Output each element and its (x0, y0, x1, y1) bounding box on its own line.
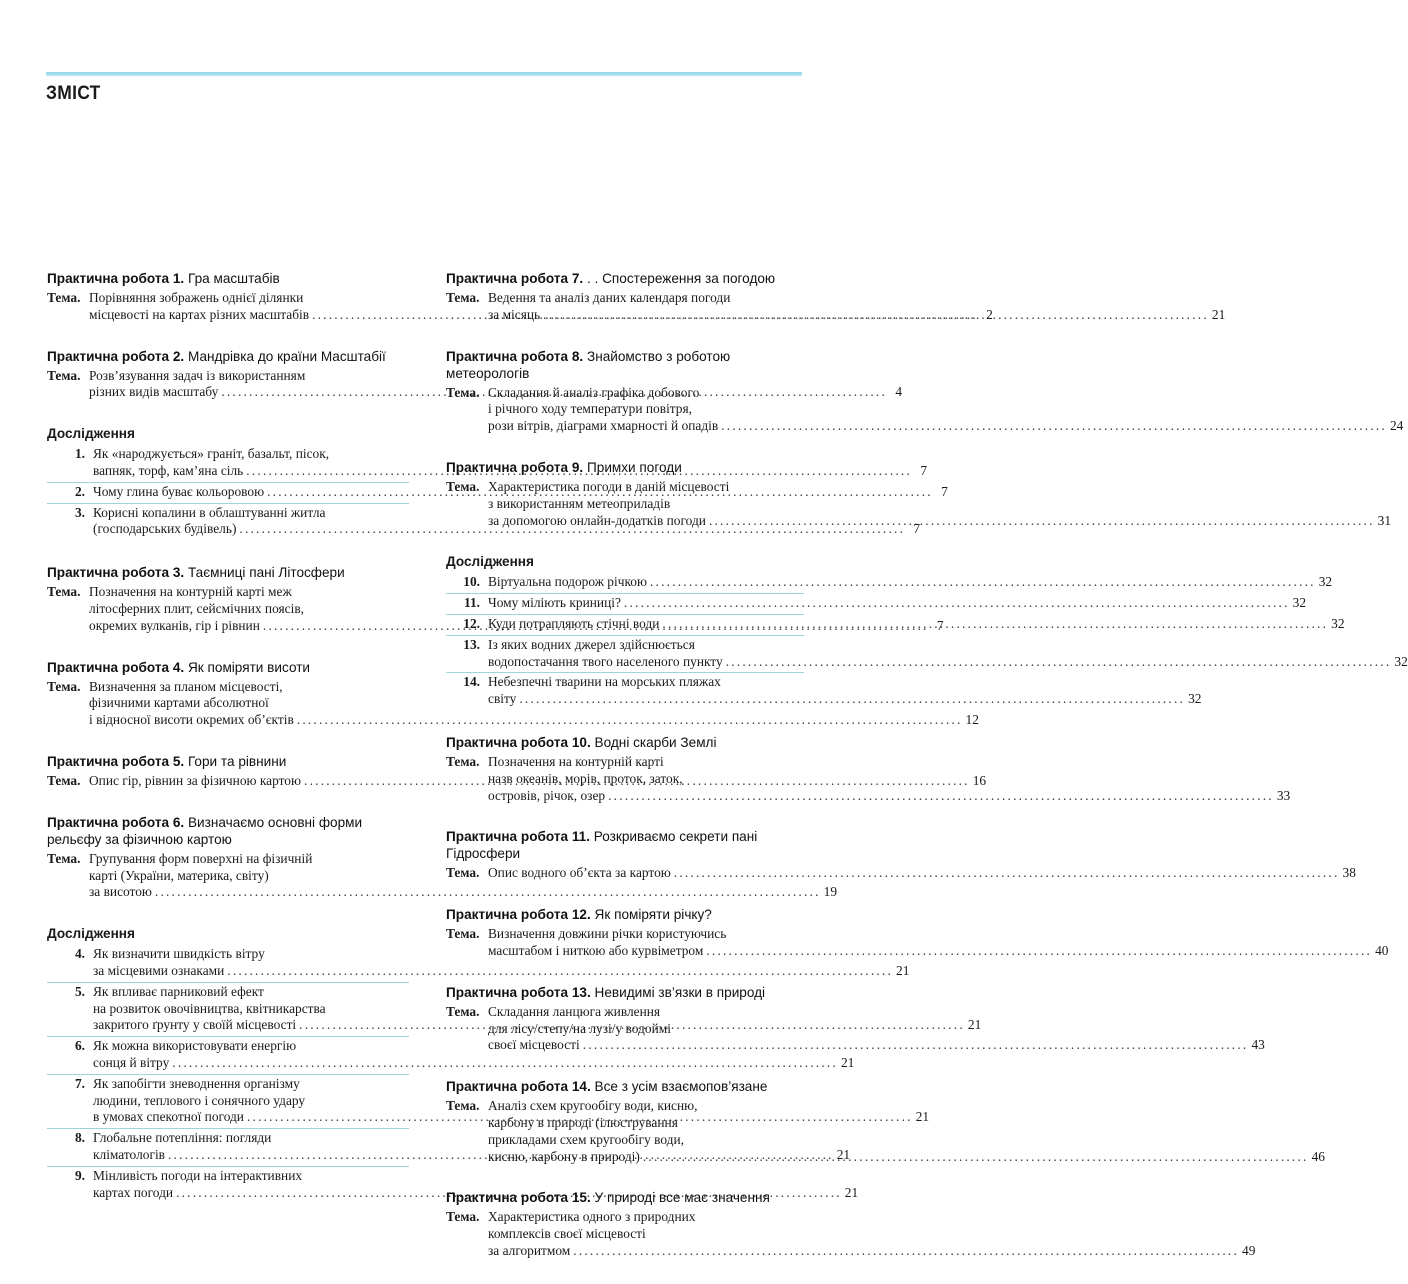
topic-label: Тема. (446, 865, 480, 881)
page-number[interactable]: 33 (1276, 787, 1291, 803)
practical-work-name: Визначаємо основні форми рельєфу за фізичною картою (47, 814, 363, 847)
practical-work-label: Практична робота 6. (47, 814, 185, 830)
toc-line-text: за місяць (488, 306, 541, 322)
toc-line (488, 1132, 1325, 1149)
research-item-number: 2. (74, 483, 85, 499)
toc-line-text: рози вітрів, діаграми хмарності й опадів (488, 418, 719, 434)
toc-line-text: карбону в природі (ілюстрування (488, 1114, 678, 1130)
toc-line-text: Характеристика погоди в даній місцевості (488, 478, 730, 494)
toc-line-text: Як запобігти зневоднення організму (93, 1075, 300, 1091)
toc-line-text: різних видів масштабу (89, 384, 219, 400)
page-number[interactable]: 32 (1318, 574, 1333, 590)
research-item-number: 9. (74, 1167, 85, 1183)
toc-line (488, 1146, 1325, 1166)
toc-line (488, 654, 1408, 671)
research-item-body (488, 574, 1332, 591)
toc-line (488, 865, 1356, 882)
toc-line-text: Чому глина буває кольоровою (93, 483, 265, 499)
research-group (446, 553, 1408, 710)
practical-work-name: У природі все має значення (594, 1190, 770, 1206)
toc-line-text: за допомогою онлайн-додатків погоди (488, 512, 706, 528)
practical-work-label: Практична робота 2. (47, 348, 185, 364)
practical-work-title (446, 270, 804, 287)
dot-leader (643, 1146, 1309, 1166)
toc-line (488, 513, 1391, 530)
toc-line-text: Аналіз схем кругообігу води, кисню, (488, 1098, 698, 1114)
practical-work-title (446, 734, 804, 751)
research-item-number: 3. (74, 504, 85, 520)
page-number[interactable]: 21 (967, 1017, 982, 1033)
toc-line (488, 418, 1403, 435)
research-section (446, 553, 1408, 710)
toc-line-text: Характеристика одного з природних (488, 1209, 696, 1225)
toc-line (488, 1037, 1265, 1054)
topic-label: Тема. (446, 1209, 480, 1225)
dot-leader (674, 865, 1340, 882)
toc-line-text: Порівняння зображень однієї ділянки (89, 290, 304, 305)
toc-line-text: Визначення довжини річки користуючись (488, 926, 727, 942)
research-item-number: 5. (74, 983, 85, 999)
toc-line-text: водопостачання твого населеного пункту (488, 653, 723, 669)
toc-line (488, 1004, 1265, 1021)
toc-line-text: і річного ходу температури повітря, (488, 401, 693, 417)
topic-block (446, 1209, 1256, 1259)
page-number[interactable]: 24 (1389, 418, 1404, 434)
topic-label: Тема. (446, 1098, 480, 1114)
toc-line-text: прикладами схем кругообігу води, (488, 1131, 685, 1147)
practical-work-title (47, 270, 409, 287)
dot-leader (706, 943, 1372, 960)
research-item-number: 4. (74, 946, 85, 962)
page-number[interactable]: 21 (840, 1054, 855, 1070)
practical-work-entry[interactable] (446, 828, 1356, 882)
page-number[interactable]: 2 (986, 306, 993, 322)
toc-line-text: місцевості на картах різних масштабів (89, 306, 310, 322)
page-number[interactable]: 32 (1292, 595, 1307, 611)
toc-line-text: Куди потрапляють стічні води (488, 615, 660, 631)
practical-work-label: Практична робота 8. (446, 348, 584, 364)
topic-body (488, 754, 1290, 804)
page-number[interactable]: 21 (1211, 306, 1226, 322)
research-item-number: 6. (74, 1038, 85, 1054)
topic-label: Тема. (446, 290, 480, 305)
toc-line-text: картах погоди (93, 1184, 174, 1200)
practical-work-title (446, 984, 804, 1001)
toc-line (488, 616, 1345, 633)
toc-line-text: людини, теплового і сонячного удару (93, 1092, 306, 1108)
toc-line (488, 401, 1403, 418)
practical-work-label: Практична робота 11. (446, 829, 591, 845)
research-heading: Дослідження (47, 426, 135, 442)
dot-leader (519, 691, 1185, 708)
practical-work-label: Практична робота 3. (47, 565, 185, 581)
toc-line (488, 1209, 1255, 1226)
toc-line (488, 1098, 1325, 1115)
topic-label: Тема. (446, 384, 480, 400)
research-item-number: 14. (463, 674, 480, 690)
toc-line (488, 496, 1391, 513)
header-rule (46, 72, 802, 76)
toc-line-text: Ведення та аналіз даних календаря погоди (488, 290, 731, 305)
page-number[interactable]: 4 (895, 384, 903, 400)
topic-body (488, 385, 1403, 435)
toc-line-text: Складання й аналіз графіка добового (488, 384, 700, 400)
practical-work-title (47, 814, 409, 848)
toc-line (488, 771, 1290, 788)
page-number[interactable]: 21 (896, 962, 910, 978)
topic-block (446, 865, 1356, 882)
practical-work-title (47, 348, 409, 365)
page-number[interactable]: 7 (913, 521, 921, 537)
practical-work-label: Практична робота 15. (446, 1190, 591, 1206)
practical-work-name: Розкриваємо секрети пані Гідросфери (446, 829, 758, 862)
practical-work-title (446, 348, 804, 382)
practical-work-label: Практична робота 9. (446, 459, 584, 475)
research-item-number: 11. (464, 595, 480, 611)
topic-label: Тема. (47, 678, 81, 694)
topic-label: Тема. (446, 478, 480, 494)
research-heading: Дослідження (47, 926, 135, 942)
dot-leader (624, 595, 1290, 612)
dot-leader (662, 616, 1328, 633)
toc-line-text: Як «народжується» граніт, базальт, пісок, (93, 446, 330, 462)
toc-line-text: фізичними картами абсолютної (89, 695, 269, 711)
practical-work-label: Практична робота 14. (446, 1079, 591, 1095)
practical-work-name: Все з усім взаємопов’язане (594, 1079, 768, 1095)
page-number[interactable]: 38 (1342, 865, 1356, 881)
page-number[interactable]: 43 (1251, 1037, 1265, 1053)
toc-line-text: своєї місцевості (488, 1037, 580, 1053)
toc-line-text: закритого ґрунту у своїй місцевості (93, 1017, 297, 1033)
practical-work-label: Практична робота 4. (47, 659, 185, 675)
topic-block (446, 478, 1392, 529)
topic-body (488, 865, 1356, 882)
toc-line (488, 674, 1201, 691)
topic-label: Тема. (47, 584, 81, 600)
toc-line-text: островів, річок, озер (488, 787, 606, 803)
research-item-body (488, 637, 1408, 671)
toc-line (488, 1115, 1325, 1132)
toc-line-text: Глобальне потепління: погляди (93, 1130, 272, 1146)
toc-line (488, 788, 1290, 805)
practical-work-title (47, 564, 409, 581)
toc-line-text: Як впливає парниковий ефект (93, 983, 264, 999)
page-number[interactable]: 32 (1394, 653, 1408, 669)
page-number[interactable]: 7 (936, 617, 944, 633)
toc-line-text: Мінливість погоди на інтерактивних (93, 1167, 303, 1183)
toc-line-text: Визначення за планом місцевості, (89, 678, 283, 694)
toc-line-text: Опис гір, рівнин за фізичною картою (89, 772, 302, 788)
toc-line (488, 385, 1403, 402)
toc-line-text: карті (України, материка, світу) (89, 867, 269, 883)
practical-work-entry[interactable] (446, 270, 1226, 324)
research-item-body (488, 674, 1201, 708)
toc-line-text: за місцевими ознаками (93, 962, 225, 978)
page-number[interactable]: 49 (1242, 1242, 1256, 1258)
toc-line (488, 754, 1290, 771)
practical-work-title (446, 1078, 804, 1095)
practical-work-name: Як поміряти висоти (187, 659, 311, 675)
toc-line (488, 926, 1388, 943)
toc-line-text: (господарських будівель) (93, 521, 237, 537)
practical-work-name: . . Спостереження за погодою (586, 271, 776, 286)
practical-work-entry[interactable] (446, 459, 1392, 529)
page-number[interactable]: 31 (1377, 512, 1392, 528)
practical-work-title (47, 659, 409, 676)
research-item-body (488, 616, 1345, 633)
practical-work-entry[interactable] (446, 348, 1404, 435)
toc-line-text: в умовах спекотної погоди (93, 1109, 244, 1125)
research-item-number: 12. (463, 615, 480, 631)
research-item-number: 8. (74, 1130, 85, 1146)
toc-line-text: Корисні копалини в облаштуванні житла (93, 504, 326, 520)
toc-line-text: світу (488, 691, 517, 707)
practical-work-name: Невидимі зв’язки в природі (594, 984, 766, 1000)
topic-block (446, 926, 1389, 960)
research-item-number: 10. (463, 574, 480, 590)
practical-work-name: Гра масштабів (187, 271, 280, 286)
toc-line (488, 595, 1306, 612)
practical-work-title (446, 906, 804, 923)
practical-work-title (47, 753, 409, 770)
page-number[interactable]: 7 (941, 483, 948, 499)
research-item[interactable] (446, 673, 1202, 710)
dot-leader (608, 788, 1274, 805)
practical-work-title (446, 1189, 804, 1206)
page-title: ЗМІСТ (46, 83, 101, 104)
toc-line-text: окремих вулканів, гір і рівнин (89, 617, 260, 633)
toc-line-text: кисню, карбону в природі) (488, 1148, 640, 1164)
toc-line-text: Як визначити швидкість вітру (93, 946, 265, 962)
topic-body (488, 290, 1225, 324)
practical-work-name: Гори та рівнини (187, 753, 287, 769)
page-number[interactable]: 46 (1311, 1148, 1325, 1164)
toc-line (488, 307, 1225, 324)
research-item-number: 7. (74, 1075, 85, 1091)
practical-work-name: Як поміряти річку? (594, 907, 712, 923)
toc-line (488, 574, 1332, 591)
research-heading: Дослідження (446, 554, 534, 570)
practical-work-title (446, 459, 804, 476)
dot-leader (573, 1243, 1239, 1260)
toc-line-text: Позначення на контурній карті меж (89, 584, 292, 600)
practical-work-name: Примхи погоди (586, 459, 682, 475)
toc-line-text: Віртуальна подорож річкою (488, 574, 647, 590)
toc-line-text: за висотою (89, 884, 152, 900)
toc-line-text: Позначення на контурній карті (488, 753, 664, 769)
practical-work-label: Практична робота 12. (446, 907, 591, 923)
topic-label: Тема. (446, 926, 480, 942)
toc-line-text: Складання ланцюга живлення (488, 1003, 661, 1019)
page-number[interactable]: 21 (836, 1146, 851, 1162)
page-number[interactable]: 16 (972, 772, 987, 788)
page-number[interactable]: 21 (915, 1109, 930, 1125)
practical-work-title (446, 828, 804, 862)
topic-body (488, 479, 1391, 529)
toc-line-text: на розвиток овочівництва, квітникарства (93, 1000, 326, 1016)
topic-label: Тема. (446, 1003, 480, 1019)
practical-work-label: Практична робота 13. (446, 984, 591, 1000)
topic-body (488, 926, 1388, 960)
page-number[interactable]: 32 (1331, 615, 1345, 631)
topic-block (446, 290, 1226, 324)
dot-leader (583, 1037, 1249, 1054)
toc-line-text: комплексів своєї місцевості (488, 1226, 646, 1242)
toc-line-text: літосферних плит, сейсмічних поясів, (89, 600, 305, 616)
practical-work-name: Знайомство з роботою метеорологів (446, 348, 731, 381)
practical-work-name: Таємниці пані Літосфери (187, 565, 345, 581)
toc-line-text: Із яких водних джерел здійснюється (488, 636, 695, 652)
toc-line-text: назв океанів, морів, проток, заток, (488, 770, 683, 786)
topic-body (488, 1004, 1265, 1054)
toc-line-text: Небезпечні тварини на морських пляжах (488, 674, 721, 690)
dot-leader (721, 418, 1387, 435)
page-number[interactable]: 40 (1375, 942, 1389, 958)
topic-body (488, 1209, 1255, 1259)
practical-work-label: Практична робота 1. (47, 271, 185, 286)
research-item[interactable] (446, 636, 1408, 674)
toc-line (488, 943, 1388, 960)
toc-line (488, 691, 1201, 708)
practical-work-label: Практична робота 10. (446, 734, 591, 750)
research-item[interactable] (446, 573, 1333, 594)
research-item[interactable] (446, 615, 1345, 636)
toc-line-text: Чому міліють криниці? (488, 595, 621, 611)
toc-line (488, 290, 1225, 307)
toc-line-text: Як можна використовувати енергію (93, 1038, 297, 1054)
dot-leader (726, 654, 1392, 671)
toc-line-text: і відносної висоти окремих об’єктів (89, 712, 294, 728)
toc-line (488, 1021, 1265, 1038)
toc-line (488, 637, 1408, 654)
toc-line-text: за алгоритмом (488, 1242, 571, 1258)
page-number[interactable]: 21 (844, 1184, 859, 1200)
page-number[interactable]: 32 (1188, 691, 1202, 707)
practical-work-name: Мандрівка до країни Масштабії (187, 348, 386, 364)
practical-work-entry[interactable] (446, 906, 1389, 960)
toc-line-text: масштабом і ниткою або курвіметром (488, 942, 704, 958)
topic-label: Тема. (47, 290, 81, 305)
page-number[interactable]: 7 (920, 462, 928, 478)
toc-line-text: Розв’язування задач із використанням (89, 367, 306, 383)
topic-block (446, 384, 1404, 435)
toc-line-text: з використанням метеоприладів (488, 495, 671, 511)
dot-leader (543, 307, 1209, 324)
toc-line-text: вапняк, торф, кам’яна сіль (93, 462, 244, 478)
topic-label: Тема. (47, 367, 81, 383)
topic-body (488, 1098, 1325, 1165)
page-number[interactable]: 12 (965, 712, 979, 728)
practical-work-label: Практична робота 7. (446, 271, 584, 286)
topic-label: Тема. (446, 753, 480, 769)
topic-label: Тема. (47, 850, 81, 866)
research-item-number: 13. (463, 636, 480, 652)
toc-line (488, 1243, 1255, 1260)
toc-line-text: Опис водного об’єкта за картою (488, 865, 671, 881)
dot-leader (650, 574, 1316, 591)
research-item-number: 1. (74, 446, 85, 462)
works-group (446, 270, 1404, 529)
toc-line-text: кліматологів (93, 1146, 165, 1162)
toc-line (488, 479, 1391, 496)
toc-line-text: для лісу/степу/на лузі/у водоймі (488, 1020, 671, 1036)
toc-line-text: сонця й вітру (93, 1054, 170, 1070)
topic-label: Тема. (47, 772, 81, 788)
research-item-body (488, 595, 1306, 612)
practical-work-label: Практична робота 5. (47, 753, 185, 769)
dot-leader (709, 513, 1375, 530)
toc-line-text: Групування форм поверхні на фізичній (89, 850, 313, 866)
research-item[interactable] (446, 594, 1307, 615)
toc-line (488, 1226, 1255, 1243)
practical-work-name: Водні скарби Землі (594, 734, 717, 750)
page-number[interactable]: 19 (823, 884, 838, 900)
